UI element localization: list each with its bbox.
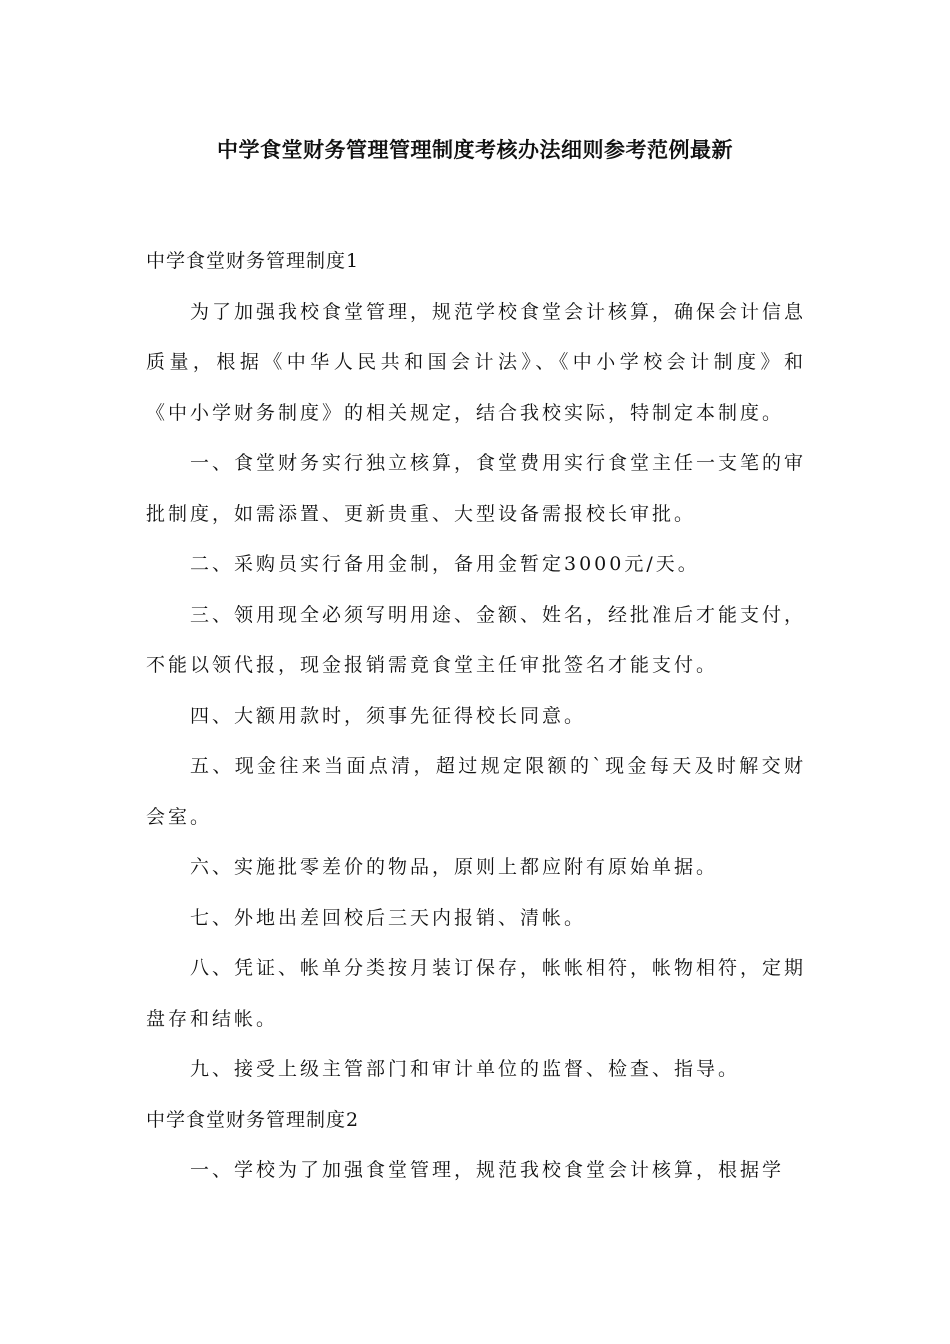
section-heading: 中学食堂财务管理制度1 — [146, 250, 360, 272]
body-paragraph: 四、大额用款时，须事先征得校长同意。 — [190, 704, 587, 727]
body-paragraph: 三、领用现全必须写明用途、金额、姓名，经批准后才能支付，不能以领代报，现金报销需竟食堂主任审批签名才能支付。 — [146, 603, 807, 676]
body-paragraph: 二、采购员实行备用金制，备用金暂定3000元/天。 — [190, 553, 700, 575]
body-paragraph: 一、食堂财务实行独立核算，食堂费用实行食堂主任一支笔的审批制度，如需添置、更新贵重、大型设备需报校长审批。 — [146, 452, 807, 525]
document-title: 中学食堂财务管理管理制度考核办法细则参考范例最新 — [217, 138, 733, 162]
body-paragraph: 五、现金往来当面点清，超过规定限额的`现金每天及时解交财会室。 — [146, 755, 806, 828]
body-paragraph: 七、外地出差回校后三天内报销、清帐。 — [190, 906, 587, 929]
document-body — [146, 236, 806, 1196]
body-paragraph: 九、接受上级主管部门和审计单位的监督、检查、指导。 — [190, 1058, 741, 1080]
body-paragraph: 六、实施批零差价的物品，原则上都应附有原始单据。 — [190, 856, 719, 878]
body-paragraph: 一、学校为了加强食堂管理，规范我校食堂会计核算，根据学 — [190, 1159, 785, 1181]
body-paragraph: 为了加强我校食堂管理，规范学校食堂会计核算，确保会计信息质量，根据《中华人民共和国会计法》、《中小学校会计制度》和《中小学财务制度》的相关规定，结合我校实际，特制定本制度。 — [146, 300, 807, 424]
section-heading: 中学食堂财务管理制度2 — [146, 1108, 360, 1131]
body-paragraph: 八、凭证、帐单分类按月装订保存，帐帐相符，帐物相符，定期盘存和结帐。 — [146, 957, 807, 1030]
